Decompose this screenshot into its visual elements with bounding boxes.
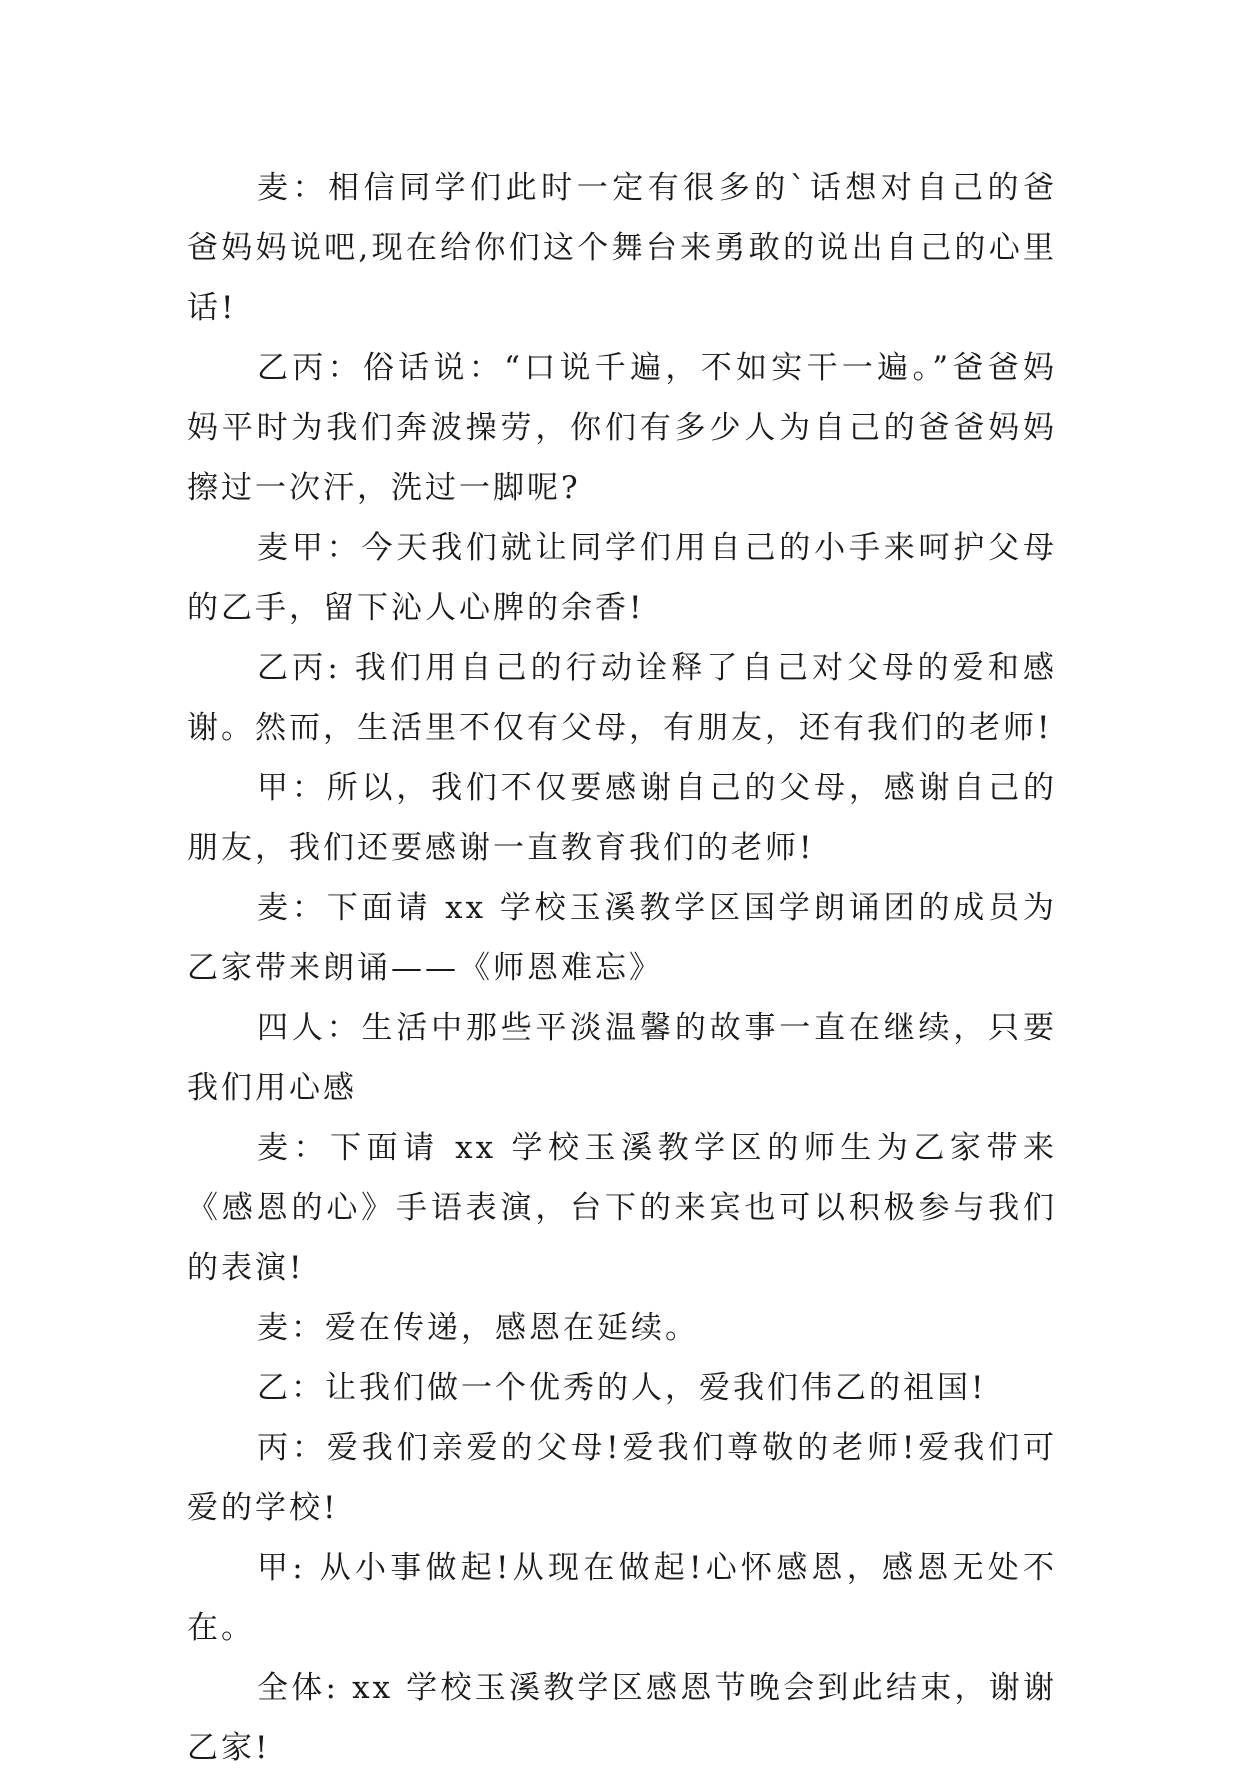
paragraph-6: 麦：下面请 xx 学校玉溪教学区国学朗诵团的成员为乙家带来朗诵——《师恩难忘》 (187, 890, 1057, 986)
paragraph-5: 甲：所以，我们不仅要感谢自己的父母，感谢自己的朋友，我们还要感谢一直教育我们的老师! (187, 770, 1057, 866)
paragraph-8: 麦：下面请 xx 学校玉溪教学区的师生为乙家带来《感恩的心》手语表演，台下的来宾也可以积极参与我们的表演! (187, 1130, 1057, 1286)
paragraph-11: 丙：爱我们亲爱的父母!爱我们尊敬的老师!爱我们可爱的学校! (187, 1430, 1057, 1526)
paragraph-12: 甲: 从小事做起!从现在做起!心怀感恩，感恩无处不在。 (187, 1550, 1057, 1646)
paragraph-4: 乙丙: 我们用自己的行动诠释了自己对父母的爱和感谢。然而，生活里不仅有父母，有朋友，还有我们的老师! (187, 650, 1057, 746)
paragraph-2: 乙丙：俗话说：“口说千遍，不如实干一遍。”爸爸妈妈平时为我们奔波操劳，你们有多少人为自己的爸爸妈妈擦过一次汗，洗过一脚呢? (187, 350, 1057, 506)
paragraph-3: 麦甲：今天我们就让同学们用自己的小手来呵护父母的乙手，留下沁人心脾的余香! (187, 530, 1057, 626)
paragraph-1: 麦：相信同学们此时一定有很多的`话想对自己的爸爸妈妈说吧,现在给你们这个舞台来勇敢的说出自己的心里话! (187, 170, 1057, 326)
script-text-body (187, 158, 1057, 1778)
paragraph-7: 四人：生活中那些平淡温馨的故事一直在继续，只要我们用心感 (187, 1010, 1057, 1106)
paragraph-9: 麦：爱在传递，感恩在延续。 (257, 1310, 699, 1346)
paragraph-10: 乙：让我们做一个优秀的人，爱我们伟乙的祖国! (257, 1370, 987, 1406)
paragraph-13: 全体: xx 学校玉溪教学区感恩节晚会到此结束，谢谢乙家! (187, 1670, 1057, 1766)
